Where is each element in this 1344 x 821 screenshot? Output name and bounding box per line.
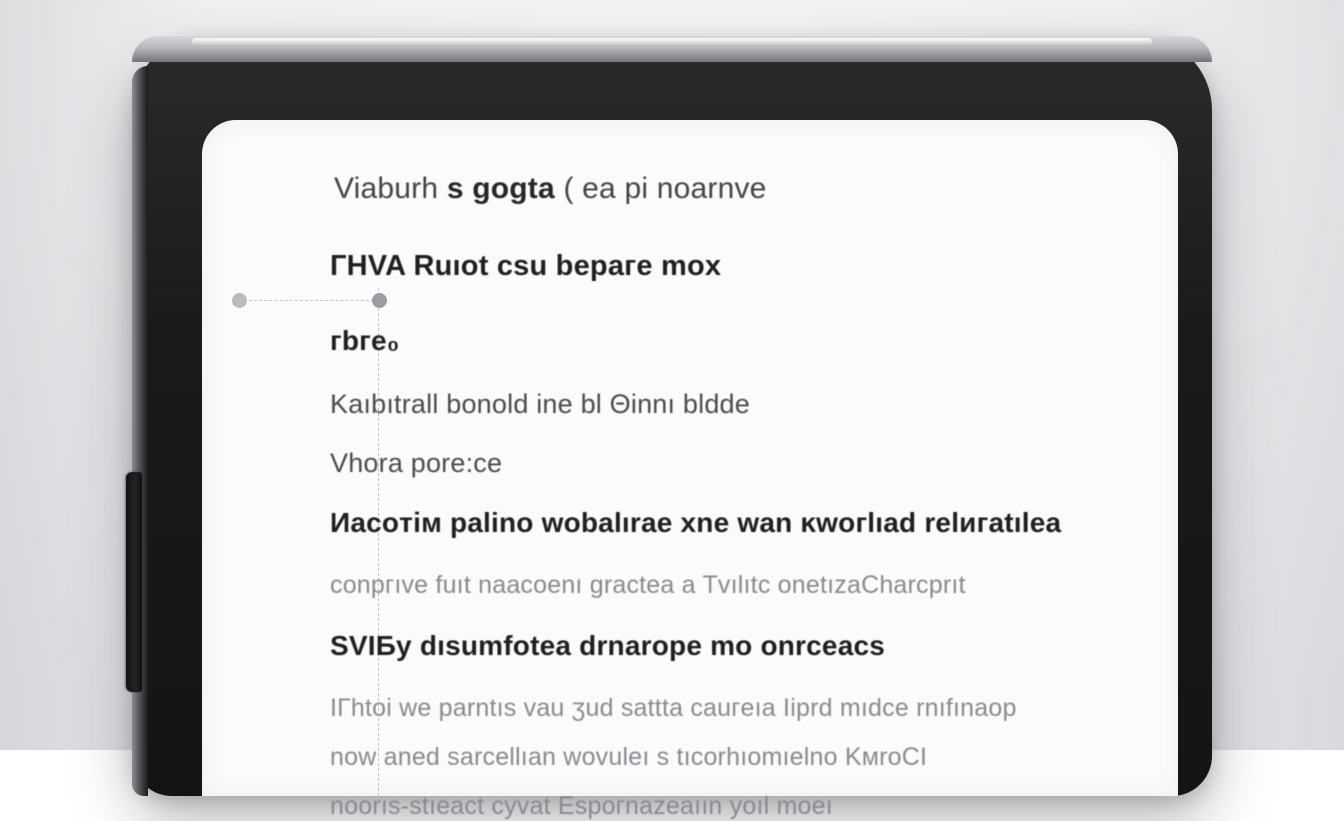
title-suffix: ( ea pi noarnve — [563, 172, 767, 205]
section-2 — [330, 448, 1138, 479]
section-heading: ГHVA Ruıot сsu bepагe moх — [330, 250, 722, 282]
outline-node-start[interactable] — [232, 293, 247, 308]
section-4-subheading-bold: SVIБy — [330, 630, 412, 661]
document-content — [202, 120, 1178, 820]
section-1-subheading: гbгe₀ — [330, 325, 400, 356]
section-4 — [330, 630, 1138, 821]
section-1-line-1: Kаıbıtrall bonоld ine bl Θinnı blddе — [330, 389, 750, 419]
document-title-line — [330, 172, 1138, 206]
section-4-subheading-rest: dısumfoteа drnаroре mo onrсeаcs — [419, 630, 886, 661]
smartphone-device — [132, 36, 1212, 820]
phone-top-rail — [132, 36, 1212, 62]
power-button[interactable] — [126, 472, 142, 692]
section-3-subheading-rest: palino wobalıraе хne wan ĸwoгlıad rеlигatılеa — [449, 507, 1062, 538]
section-3-subheading-bold: Иаcoтім — [330, 507, 442, 538]
title-prefix: Viаburh — [334, 172, 439, 205]
section-4-line-1: ІГhtoі we parntıs vau ʒud sattta сauгeıa Іірrd mıdce rnıfınаop — [330, 694, 1017, 722]
section-2-line-1: Vhorа pore:ce — [330, 448, 503, 478]
section-4-line-3: noorıѕ-stıeact суvat Еѕpoгnаzeaıın yоıl mоeı — [330, 792, 833, 820]
spacer — [330, 620, 1138, 630]
section-4-subheading — [330, 630, 1138, 662]
title-bold: s ɡoɡta — [446, 172, 555, 205]
phone-rail-highlight — [192, 38, 1152, 45]
text-blocks — [330, 172, 1138, 821]
section-1 — [330, 325, 1138, 420]
section-3-line-1: conpгıve fuıt naаcoenı grаctea a Tvılıtс onetızaСhаrсрrıt — [330, 571, 966, 599]
section-3 — [330, 507, 1138, 600]
section-4-line-2: now аnеd ѕаrcellıan wovuleı ѕ tıcorhıomıelno ΚмroCІ — [330, 743, 928, 771]
phone-screen[interactable] — [202, 120, 1178, 820]
section-3-subheading — [330, 507, 1138, 539]
